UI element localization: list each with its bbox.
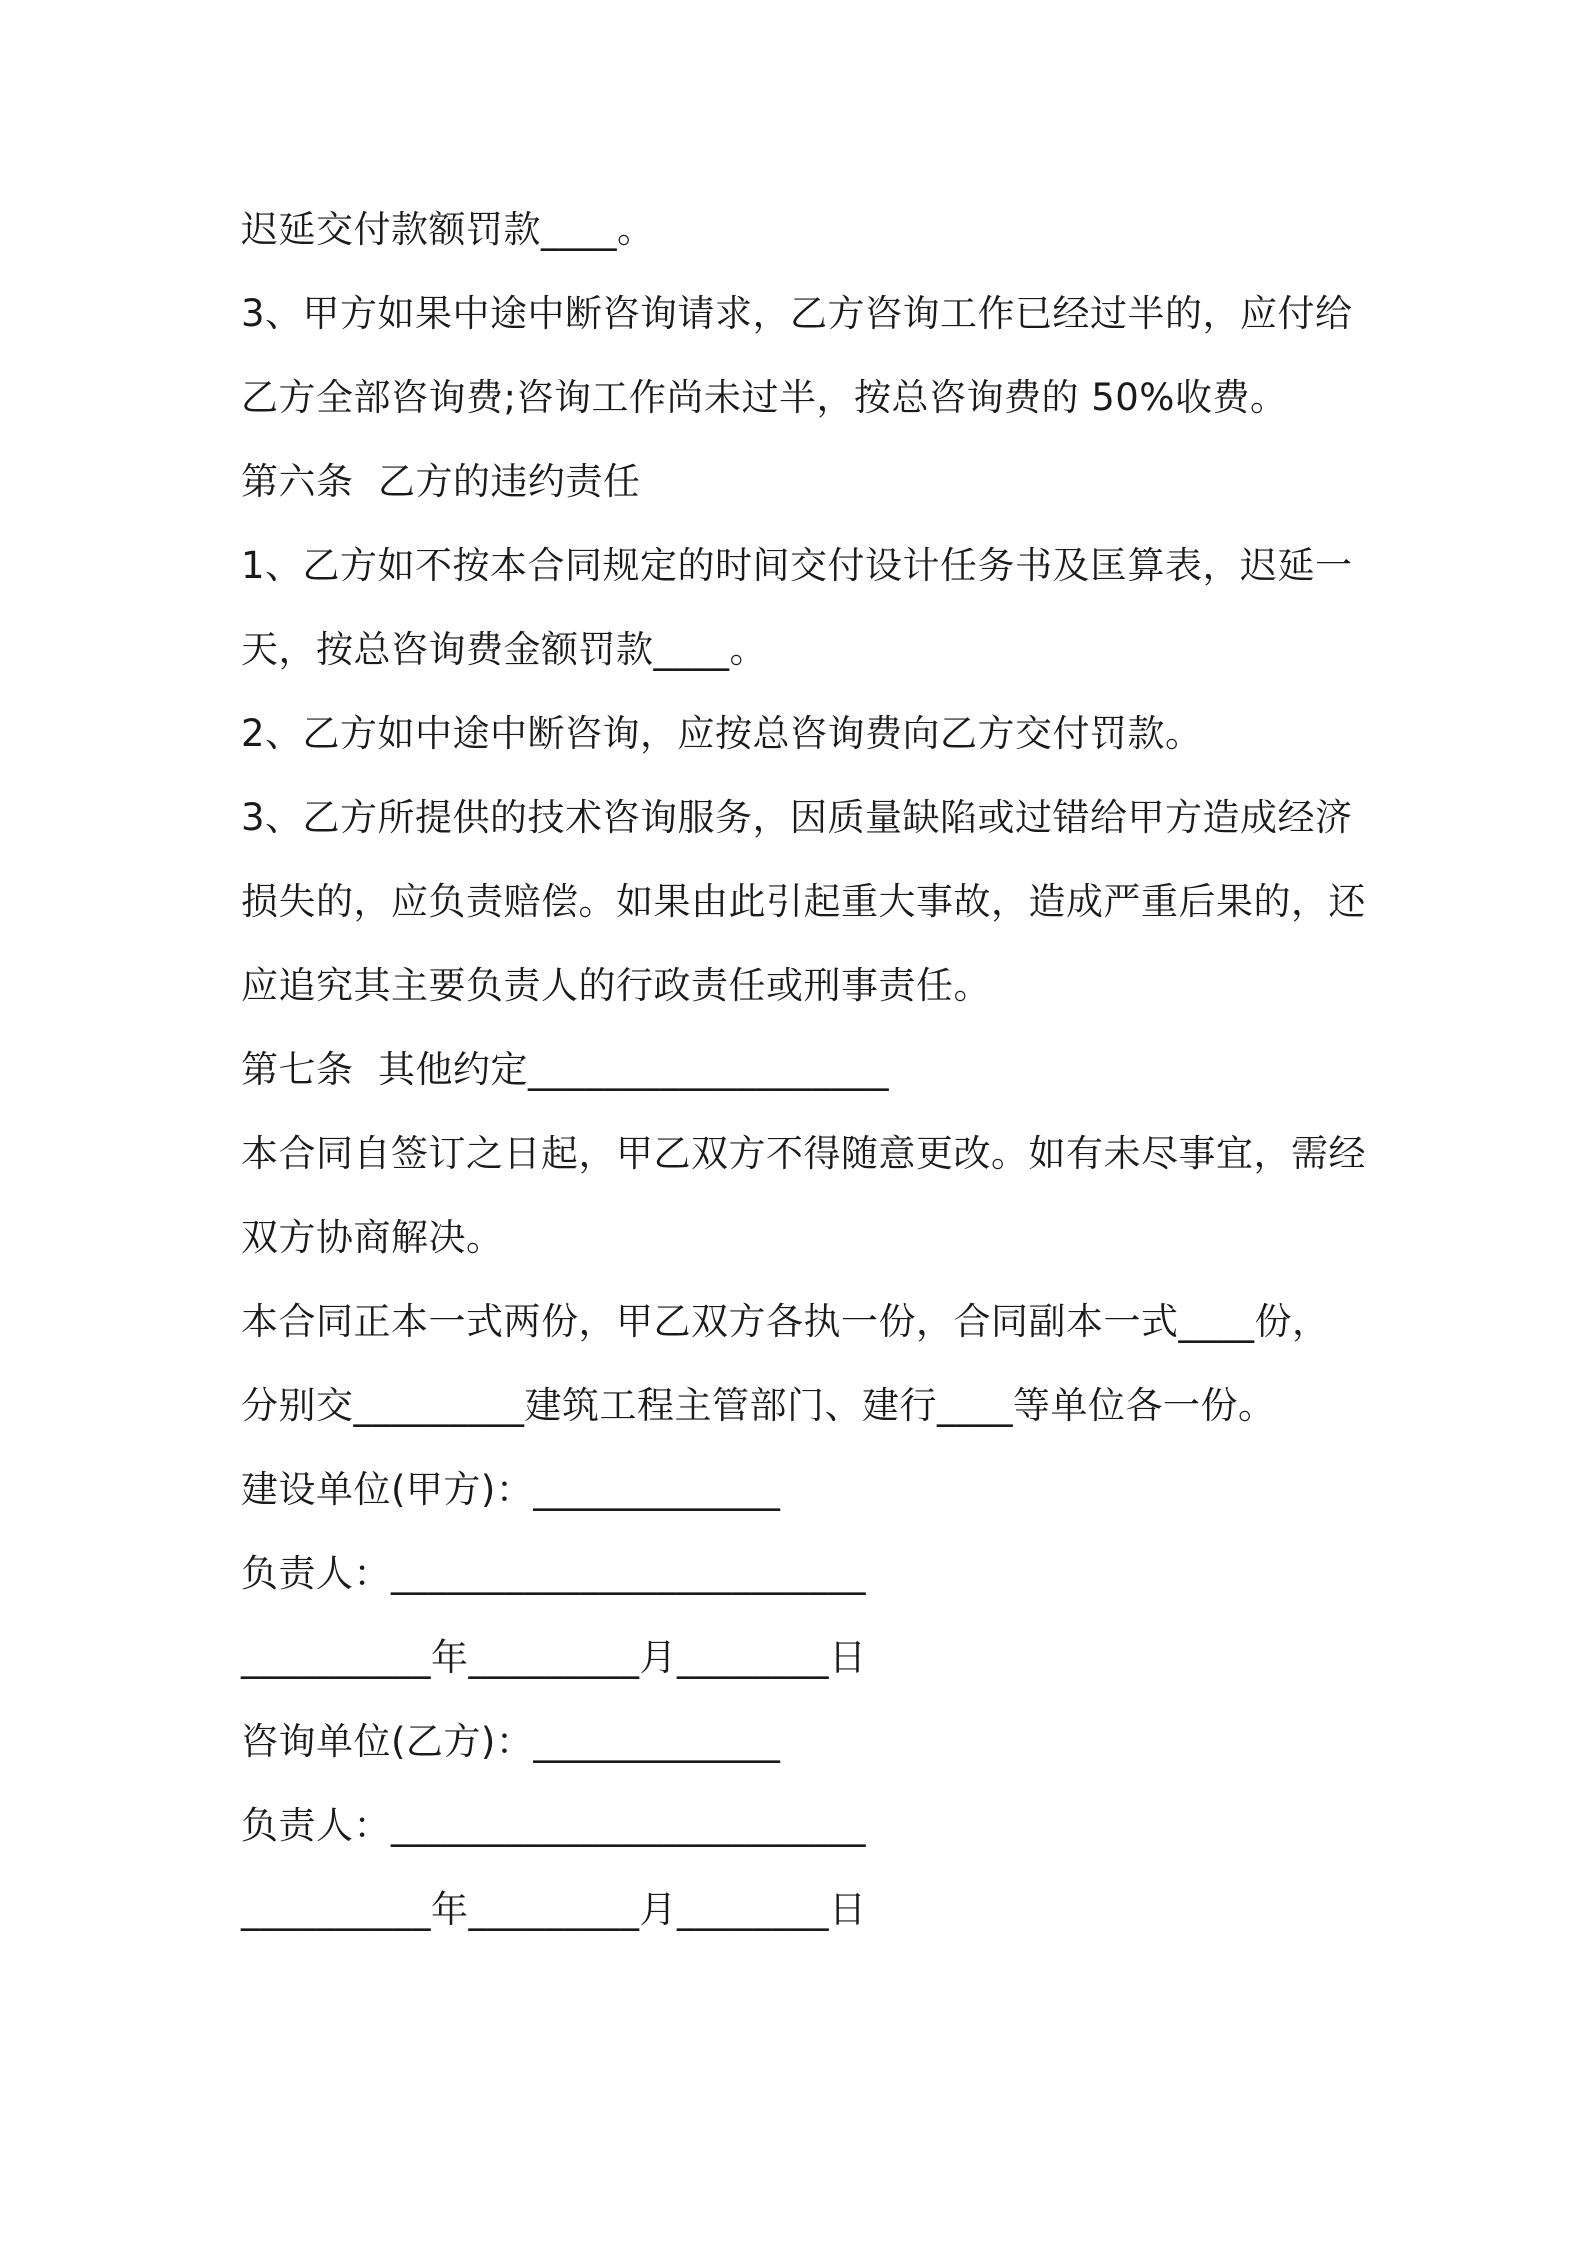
- article-7-heading: 第七条 其他约定___________________: [241, 1048, 890, 1091]
- party-b-signature-field: 咨询单位(乙方)：_____________: [241, 1720, 781, 1763]
- text-line-amendment-b: 双方协商解决。: [241, 1216, 504, 1259]
- party-a-signature-field: 建设单位(甲方)：_____________: [241, 1468, 781, 1511]
- text-line-clause-6-1-a: 1、乙方如不按本合同规定的时间交付设计任务书及匡算表，迟延一: [241, 544, 1353, 587]
- text-line-clause-6-3-b: 损失的，应负责赔偿。如果由此引起重大事故，造成严重后果的，还: [241, 880, 1366, 923]
- party-b-representative-field: 负责人：_________________________: [241, 1804, 866, 1847]
- text-line-clause-6-1-b: 天，按总咨询费金额罚款____。: [241, 628, 767, 671]
- text-line-amendment-a: 本合同自签订之日起，甲乙双方不得随意更改。如有未尽事宜，需经: [241, 1132, 1366, 1175]
- text-line-clause-6-3-a: 3、乙方所提供的技术咨询服务，因质量缺陷或过错给甲方造成经济: [241, 796, 1353, 839]
- text-line-copies-b: 分别交_________建筑工程主管部门、建行____等单位各一份。: [241, 1384, 1276, 1427]
- party-b-date-field: __________年_________月________日: [241, 1888, 867, 1931]
- party-a-representative-field: 负责人：_________________________: [241, 1552, 866, 1595]
- text-line-clause-6-3-c: 应追究其主要负责人的行政责任或刑事责任。: [241, 964, 991, 1007]
- text-line-penalty-continued: 迟延交付款额罚款____。: [241, 208, 655, 251]
- text-line-clause-6-2: 2、乙方如中途中断咨询，应按总咨询费向乙方交付罚款。: [241, 712, 1203, 755]
- party-a-date-field: __________年_________月________日: [241, 1636, 867, 1679]
- text-line-copies-a: 本合同正本一式两份，甲乙双方各执一份，合同副本一式____份，: [241, 1300, 1330, 1343]
- text-line-clause-5-3-a: 3、甲方如果中途中断咨询请求，乙方咨询工作已经过半的，应付给: [241, 292, 1353, 335]
- text-line-clause-5-3-b: 乙方全部咨询费;咨询工作尚未过半，按总咨询费的 50%收费。: [241, 376, 1288, 419]
- article-6-heading: 第六条 乙方的违约责任: [241, 460, 641, 503]
